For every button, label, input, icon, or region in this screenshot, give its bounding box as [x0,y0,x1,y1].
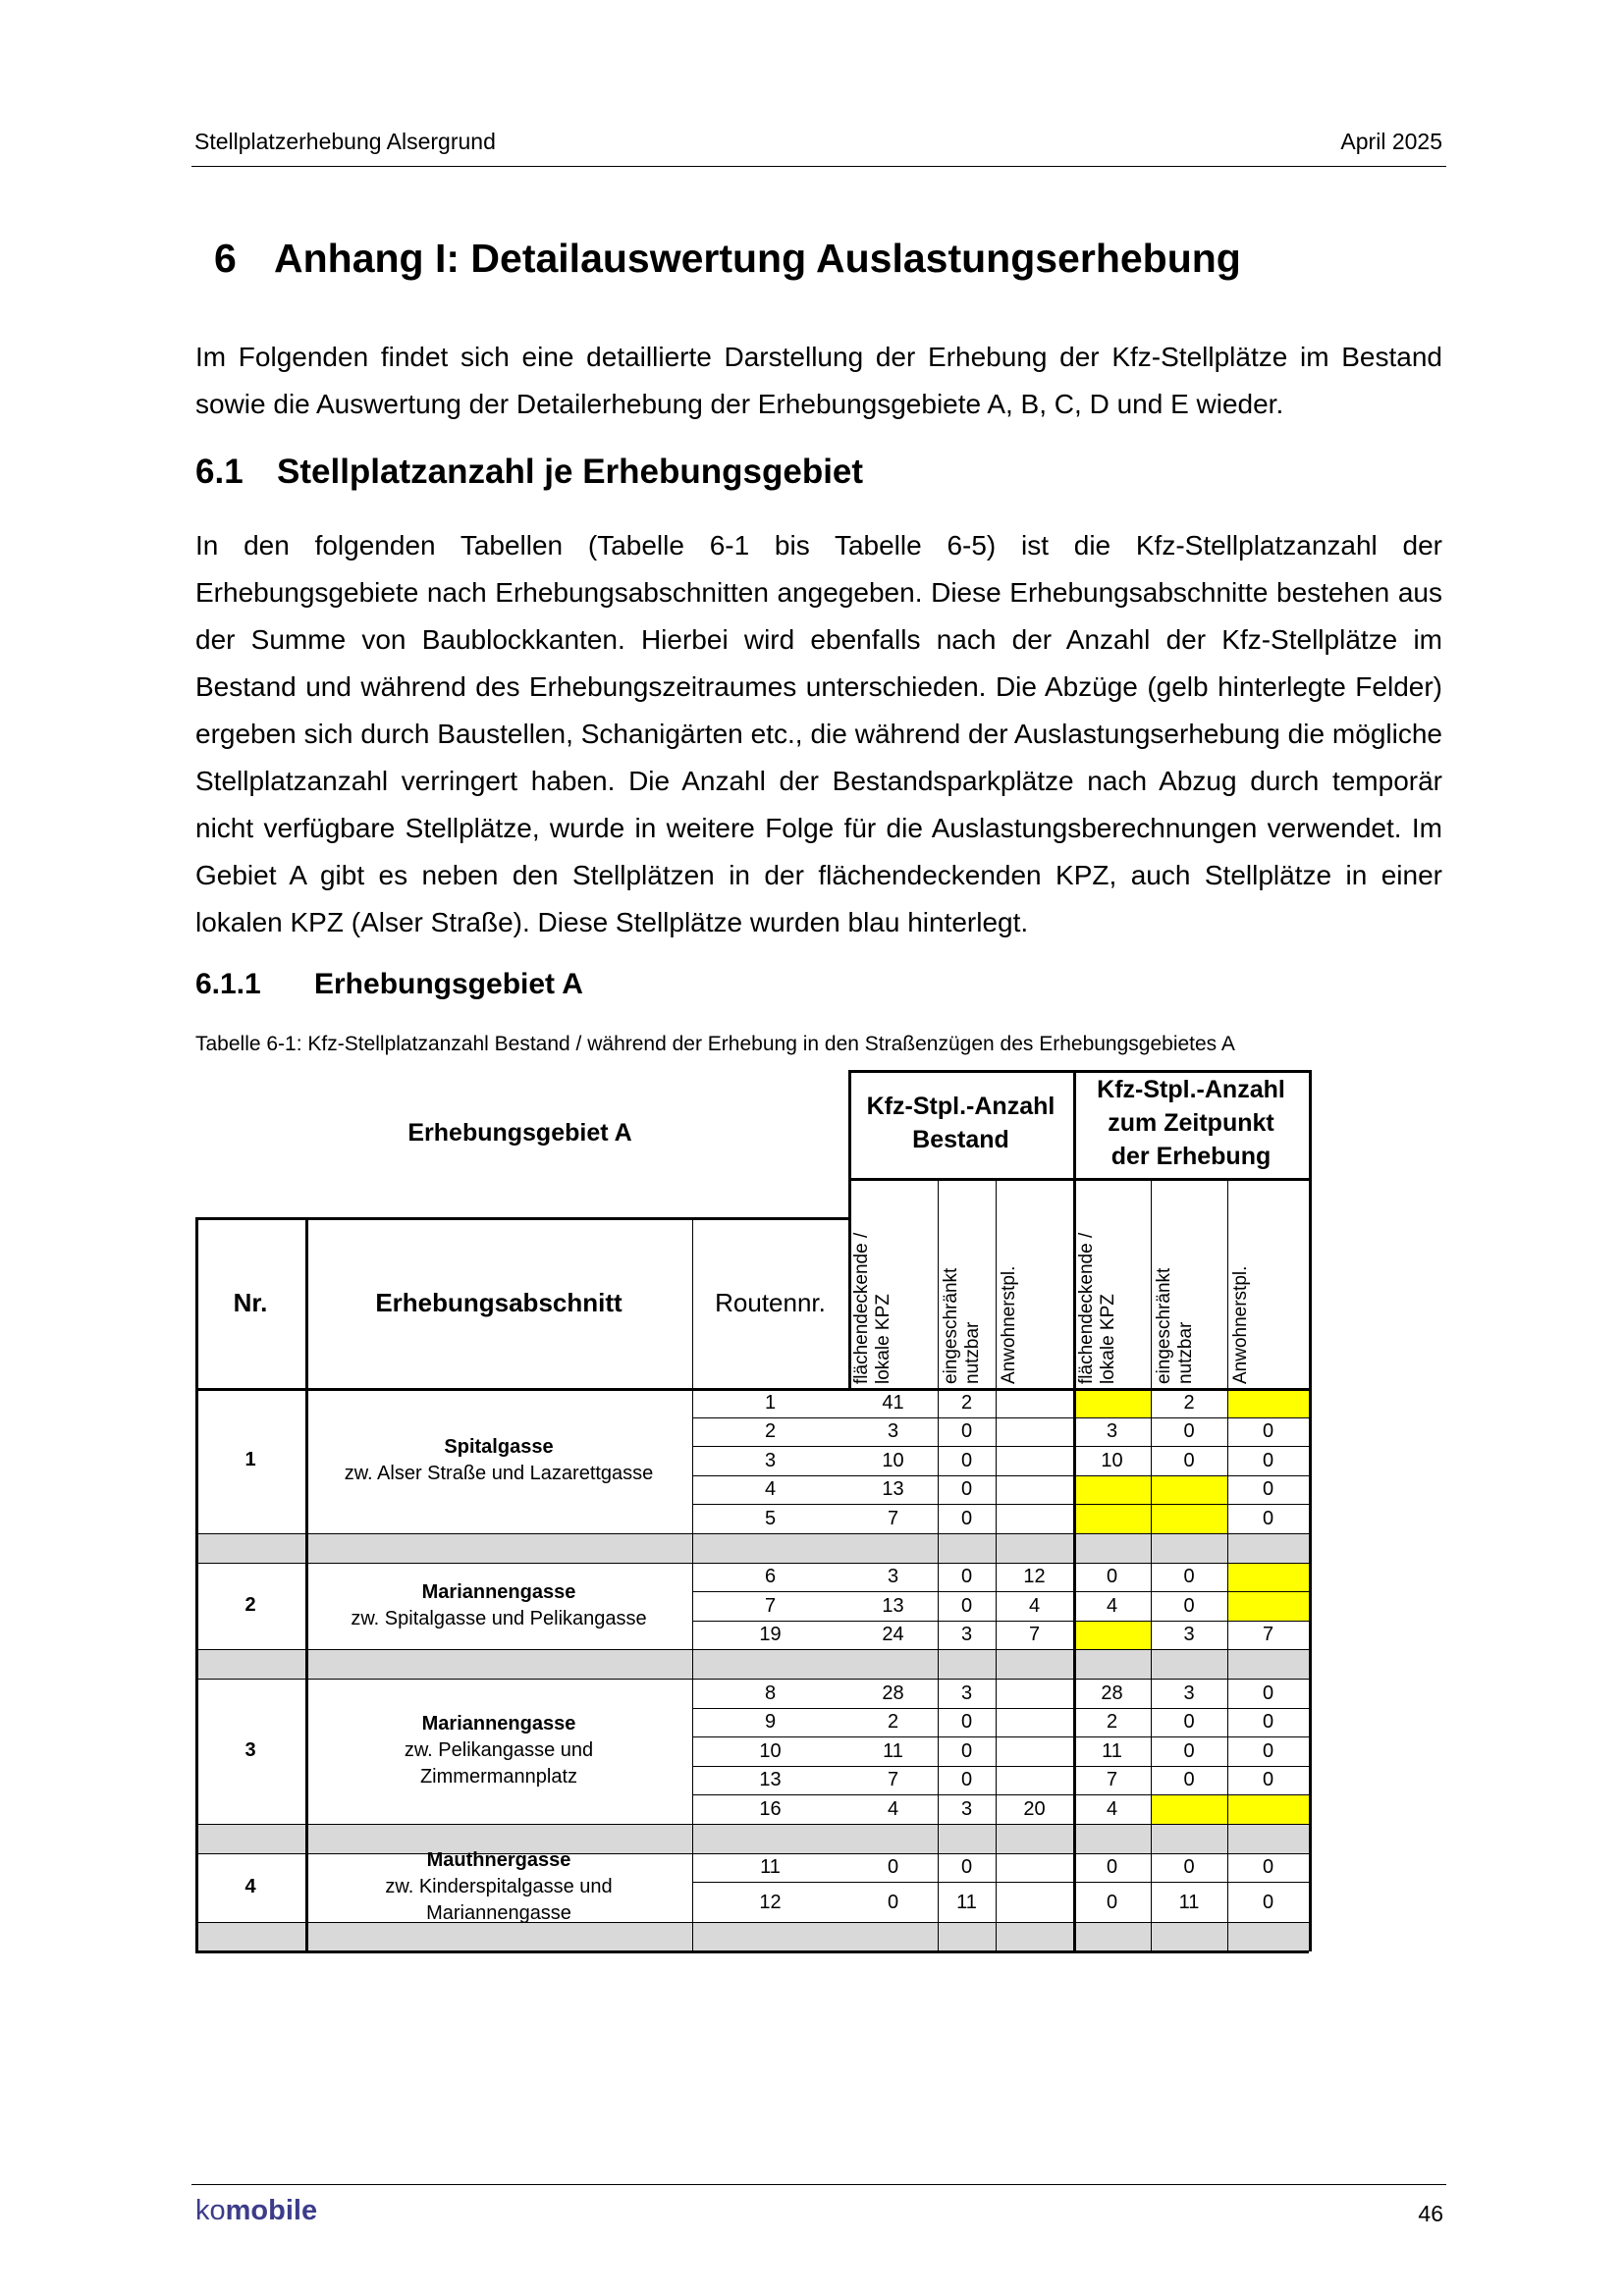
value-cell: 11 [956,1891,977,1913]
subcolumn-header [1076,1200,1145,1384]
table-h-rule [692,1708,1309,1709]
value-cell: 28 [882,1682,904,1704]
value-cell: 0 [960,1478,973,1501]
subsection-heading [195,453,863,492]
table-h-rule [692,1475,1309,1476]
table-h-rule [692,1621,1309,1622]
value-cell: 2 [1183,1391,1195,1414]
table-v-rule [1151,1178,1152,1951]
value-cell: 3 [960,1797,973,1820]
value-cell: 0 [960,1711,973,1734]
subsection-number: 6.1 [195,453,244,491]
value-cell: 0 [960,1769,973,1791]
value-cell: 0 [1262,1891,1274,1913]
value-cell: 0 [1106,1856,1118,1879]
table-v-rule [938,1178,939,1951]
deduction-cell [1151,1504,1227,1533]
value-cell: 4 [1106,1594,1118,1617]
table-h-rule [195,1679,1309,1680]
value-cell: 4 [1106,1797,1118,1820]
subcolumn-header-text: eingeschränkt nutzbar [941,1267,983,1384]
value-cell: 0 [960,1420,973,1443]
subcolumn-header-text: Anwohnerstpl. [1230,1265,1251,1384]
table-v-rule [1073,1178,1076,1951]
value-cell: 0 [1262,1449,1274,1471]
value-cell: 10 [882,1449,904,1471]
table-v-rule [996,1178,997,1951]
value-cell: 0 [960,1566,973,1588]
subsubsection-number: 6.1.1 [195,968,261,1000]
value-cell: 2 [1106,1711,1118,1734]
value-cell: 3 [887,1420,899,1443]
value-cell: 3 [960,1624,973,1646]
group-header-line: der Erhebung [1110,1143,1272,1170]
table-h-rule [692,1417,1309,1418]
column-header-routennr: Routennr. [715,1287,826,1317]
table-v-rule [848,1070,851,1388]
value-cell: 0 [960,1594,973,1617]
value-cell: 10 [1101,1449,1123,1471]
table-h-rule [195,1950,1309,1953]
value-cell: 0 [1183,1449,1195,1471]
spacer-row [195,1533,1309,1563]
value-cell: 0 [887,1891,899,1913]
value-cell: 13 [882,1594,904,1617]
table-h-rule [848,1070,1309,1073]
route-number-cell: 6 [764,1566,777,1588]
table-v-rule [305,1217,308,1951]
value-cell: 0 [1183,1594,1195,1617]
deduction-cell [1151,1475,1227,1505]
group-number: 1 [244,1448,256,1470]
subcolumn-header-text: flächendeckende / lokale KPZ [1076,1232,1118,1384]
deduction-cell [1073,1621,1151,1650]
value-cell: 0 [1106,1891,1118,1913]
subcolumn-header-text: flächendeckende / lokale KPZ [851,1232,893,1384]
subsection-title: Stellplatzanzahl je Erhebungsgebiet [277,453,864,491]
value-cell: 3 [887,1566,899,1588]
table-h-rule [692,1591,1309,1592]
subcolumn-header [851,1200,920,1384]
group-header-line: Kfz-Stpl.-Anzahl [1097,1076,1285,1103]
value-cell: 11 [1102,1739,1122,1762]
value-cell: 0 [887,1856,899,1879]
section-heading [214,236,1241,282]
value-cell: 2 [887,1711,899,1734]
subsubsection-title: Erhebungsgebiet A [314,968,583,1000]
erhebungsabschnitt [305,1434,692,1487]
table-v-rule [1309,1070,1312,1951]
group-header-bestand [848,1090,1073,1156]
group-header-line: zum Zeitpunkt [1108,1109,1274,1137]
table-h-rule [692,1736,1309,1737]
value-cell: 0 [1262,1711,1274,1734]
route-number-cell: 4 [764,1478,777,1501]
table-h-rule [195,1649,1309,1650]
street-name: Spitalgasse [444,1435,554,1458]
street-name: Mauthnergasse [426,1849,571,1872]
value-cell: 0 [1183,1566,1195,1588]
route-number-cell: 9 [764,1711,777,1734]
subcolumn-header [1154,1200,1222,1384]
header-document-title: Stellplatzerhebung Alsergrund [194,129,496,154]
logo-text-bold: mobile [225,2195,318,2226]
value-cell: 0 [960,1739,973,1762]
value-cell: 4 [887,1797,899,1820]
subcolumn-header [1230,1200,1299,1384]
subcolumn-header [999,1200,1067,1384]
column-header-erhebungsabschnitt: Erhebungsabschnitt [375,1287,623,1317]
value-cell: 0 [1262,1769,1274,1791]
value-cell: 7 [887,1507,899,1529]
street-section-desc: zw. Spitalgasse und Pelikangasse [351,1607,647,1629]
value-cell: 0 [1262,1856,1274,1879]
erhebungsabschnitt [305,1847,692,1927]
value-cell: 20 [1023,1797,1046,1820]
section-title: Anhang I: Detailauswertung Auslastungserhebung [274,236,1241,281]
section-number: 6 [214,236,237,281]
value-cell: 0 [1262,1739,1274,1762]
header-date: April 2025 [1340,129,1442,154]
route-number-cell: 2 [764,1420,777,1443]
value-cell: 0 [960,1856,973,1879]
value-cell: 7 [1106,1769,1118,1791]
intro-paragraph: Im Folgenden findet sich eine detaillierte Darstellung der Erhebung der Kfz-Stellplätze im Bestand sowie die Auswertung der Detailerhebung der Erhebungsgebiete A, B, C, D und E wieder. [195,342,1442,419]
table-caption: Tabelle 6-1: Kfz-Stellplatzanzahl Bestand / während der Erhebung in den Straßenzügen des Erhebungsgebietes A [195,1033,1235,1055]
table-h-rule [195,1388,1309,1391]
route-number-cell: 1 [764,1391,777,1414]
street-section-desc: zw. Kinderspitalgasse und [385,1876,613,1898]
table-v-rule [692,1217,693,1951]
deduction-cell [1073,1504,1151,1533]
footer-rule [191,2184,1446,2185]
group-header-line: Kfz-Stpl.-Anzahl [866,1093,1056,1120]
erhebungsabschnitt [305,1711,692,1790]
logo-text-light: ko [195,2195,226,2226]
value-cell: 7 [887,1769,899,1791]
route-number-cell: 8 [764,1682,777,1704]
table-h-rule [692,1882,1309,1883]
group-number: 2 [244,1593,256,1616]
route-number-cell: 3 [764,1449,777,1471]
route-number-cell: 19 [759,1624,782,1646]
table-h-rule [692,1446,1309,1447]
value-cell: 0 [1262,1478,1274,1501]
page-header [191,128,1446,167]
subcolumn-header-text: Anwohnerstpl. [999,1265,1019,1384]
value-cell: 24 [882,1624,904,1646]
route-number-cell: 12 [759,1891,782,1913]
value-cell: 3 [1183,1682,1195,1704]
route-number-cell: 7 [764,1594,777,1617]
value-cell: 2 [960,1391,973,1414]
value-cell: 11 [883,1739,903,1762]
table-v-rule [1227,1178,1228,1951]
group-header-erhebung [1073,1073,1309,1173]
komobile-logo [195,2195,317,2227]
table-h-rule [195,1533,1309,1534]
group-number: 3 [244,1738,256,1761]
erhebungsabschnitt [305,1579,692,1632]
route-number-cell: 16 [759,1797,782,1820]
value-cell: 13 [882,1478,904,1501]
deduction-cell [1227,1794,1309,1824]
value-cell: 3 [1106,1420,1118,1443]
deduction-cell [1073,1388,1151,1417]
value-cell: 0 [1262,1682,1274,1704]
street-section-desc: Zimmermannplatz [419,1766,578,1789]
street-section-desc: zw. Pelikangasse und [404,1739,594,1762]
table-h-rule [195,1563,1309,1564]
value-cell: 0 [1183,1769,1195,1791]
deduction-cell [1227,1591,1309,1621]
value-cell: 28 [1101,1682,1123,1704]
route-number-cell: 10 [759,1739,782,1762]
value-cell: 4 [1028,1594,1041,1617]
value-cell: 7 [1028,1624,1041,1646]
value-cell: 0 [1183,1711,1195,1734]
street-section-desc: zw. Alser Straße und Lazarettgasse [344,1462,654,1484]
group-header-line: Bestand [912,1126,1009,1153]
table-h-rule [692,1794,1309,1795]
table-h-rule [692,1766,1309,1767]
subcolumn-header-text: eingeschränkt nutzbar [1154,1267,1196,1384]
value-cell: 0 [1183,1420,1195,1443]
body-paragraph: In den folgenden Tabellen (Tabelle 6-1 bis Tabelle 6-5) ist die Kfz-Stellplatzanzahl der Erhebungsgebiete nach Erhebungsabschnitten angegeben. Diese Erhebungsabschnitte bestehen aus der Summe von Baublockkanten. Hierbei wird ebenfalls nach der Anzahl der Kfz-Stellplätze im Bestand und während des Erhebungszeitraumes unterschieden. Die Abzüge (gelb hinterlegte Felder) ergeben sich durch Baustellen, Schanigärten etc., die während der Auslastungserhebung die mögliche Stellplatzanzahl verringert haben. Die Anzahl der Bestandsparkplätze nach Abzug durch temporär nicht verfügbare Stellplätze, wurde in weitere Folge für die Auslastungsberechnungen verwendet. Im Gebiet A gibt es neben den Stellplätzen in der flächendeckenden KPZ, auch Stellplätze in einer lokalen KPZ (Alser Straße). Diese Stellplätze wurden blau hinterlegt. [195,530,1442,937]
value-cell: 0 [1106,1566,1118,1588]
deduction-cell [1073,1475,1151,1505]
route-number-cell: 13 [759,1769,782,1791]
table-v-rule [195,1217,198,1951]
value-cell: 0 [960,1507,973,1529]
group-number: 4 [244,1875,256,1897]
value-cell: 11 [1178,1891,1200,1913]
deduction-cell [1151,1794,1227,1824]
table-h-rule [195,1824,1309,1825]
value-cell: 12 [1023,1566,1046,1588]
value-cell: 0 [1183,1856,1195,1879]
value-cell: 0 [1262,1420,1274,1443]
street-name: Mariannengasse [421,1713,576,1735]
value-cell: 7 [1262,1624,1274,1646]
route-number-cell: 11 [760,1856,781,1879]
value-cell: 0 [1183,1739,1195,1762]
deduction-cell [1227,1563,1309,1592]
table-h-rule [848,1178,1309,1181]
page-number: 46 [1418,2201,1443,2226]
table-h-rule [692,1504,1309,1505]
value-cell: 0 [1262,1507,1274,1529]
table-h-rule [195,1922,1309,1923]
value-cell: 41 [882,1391,904,1414]
route-number-cell: 5 [764,1507,777,1529]
value-cell: 0 [960,1449,973,1471]
table-h-rule [195,1853,1309,1854]
table-h-rule [195,1217,848,1220]
street-name: Mariannengasse [421,1580,576,1603]
street-section-desc: Mariannengasse [426,1902,571,1925]
area-title: Erhebungsgebiet A [407,1119,632,1147]
value-cell: 3 [960,1682,973,1704]
value-cell: 3 [1183,1624,1195,1646]
subsubsection-heading [195,968,583,1001]
column-header-nr: Nr. [233,1287,268,1317]
deduction-cell [1227,1388,1309,1417]
spacer-row [195,1649,1309,1679]
